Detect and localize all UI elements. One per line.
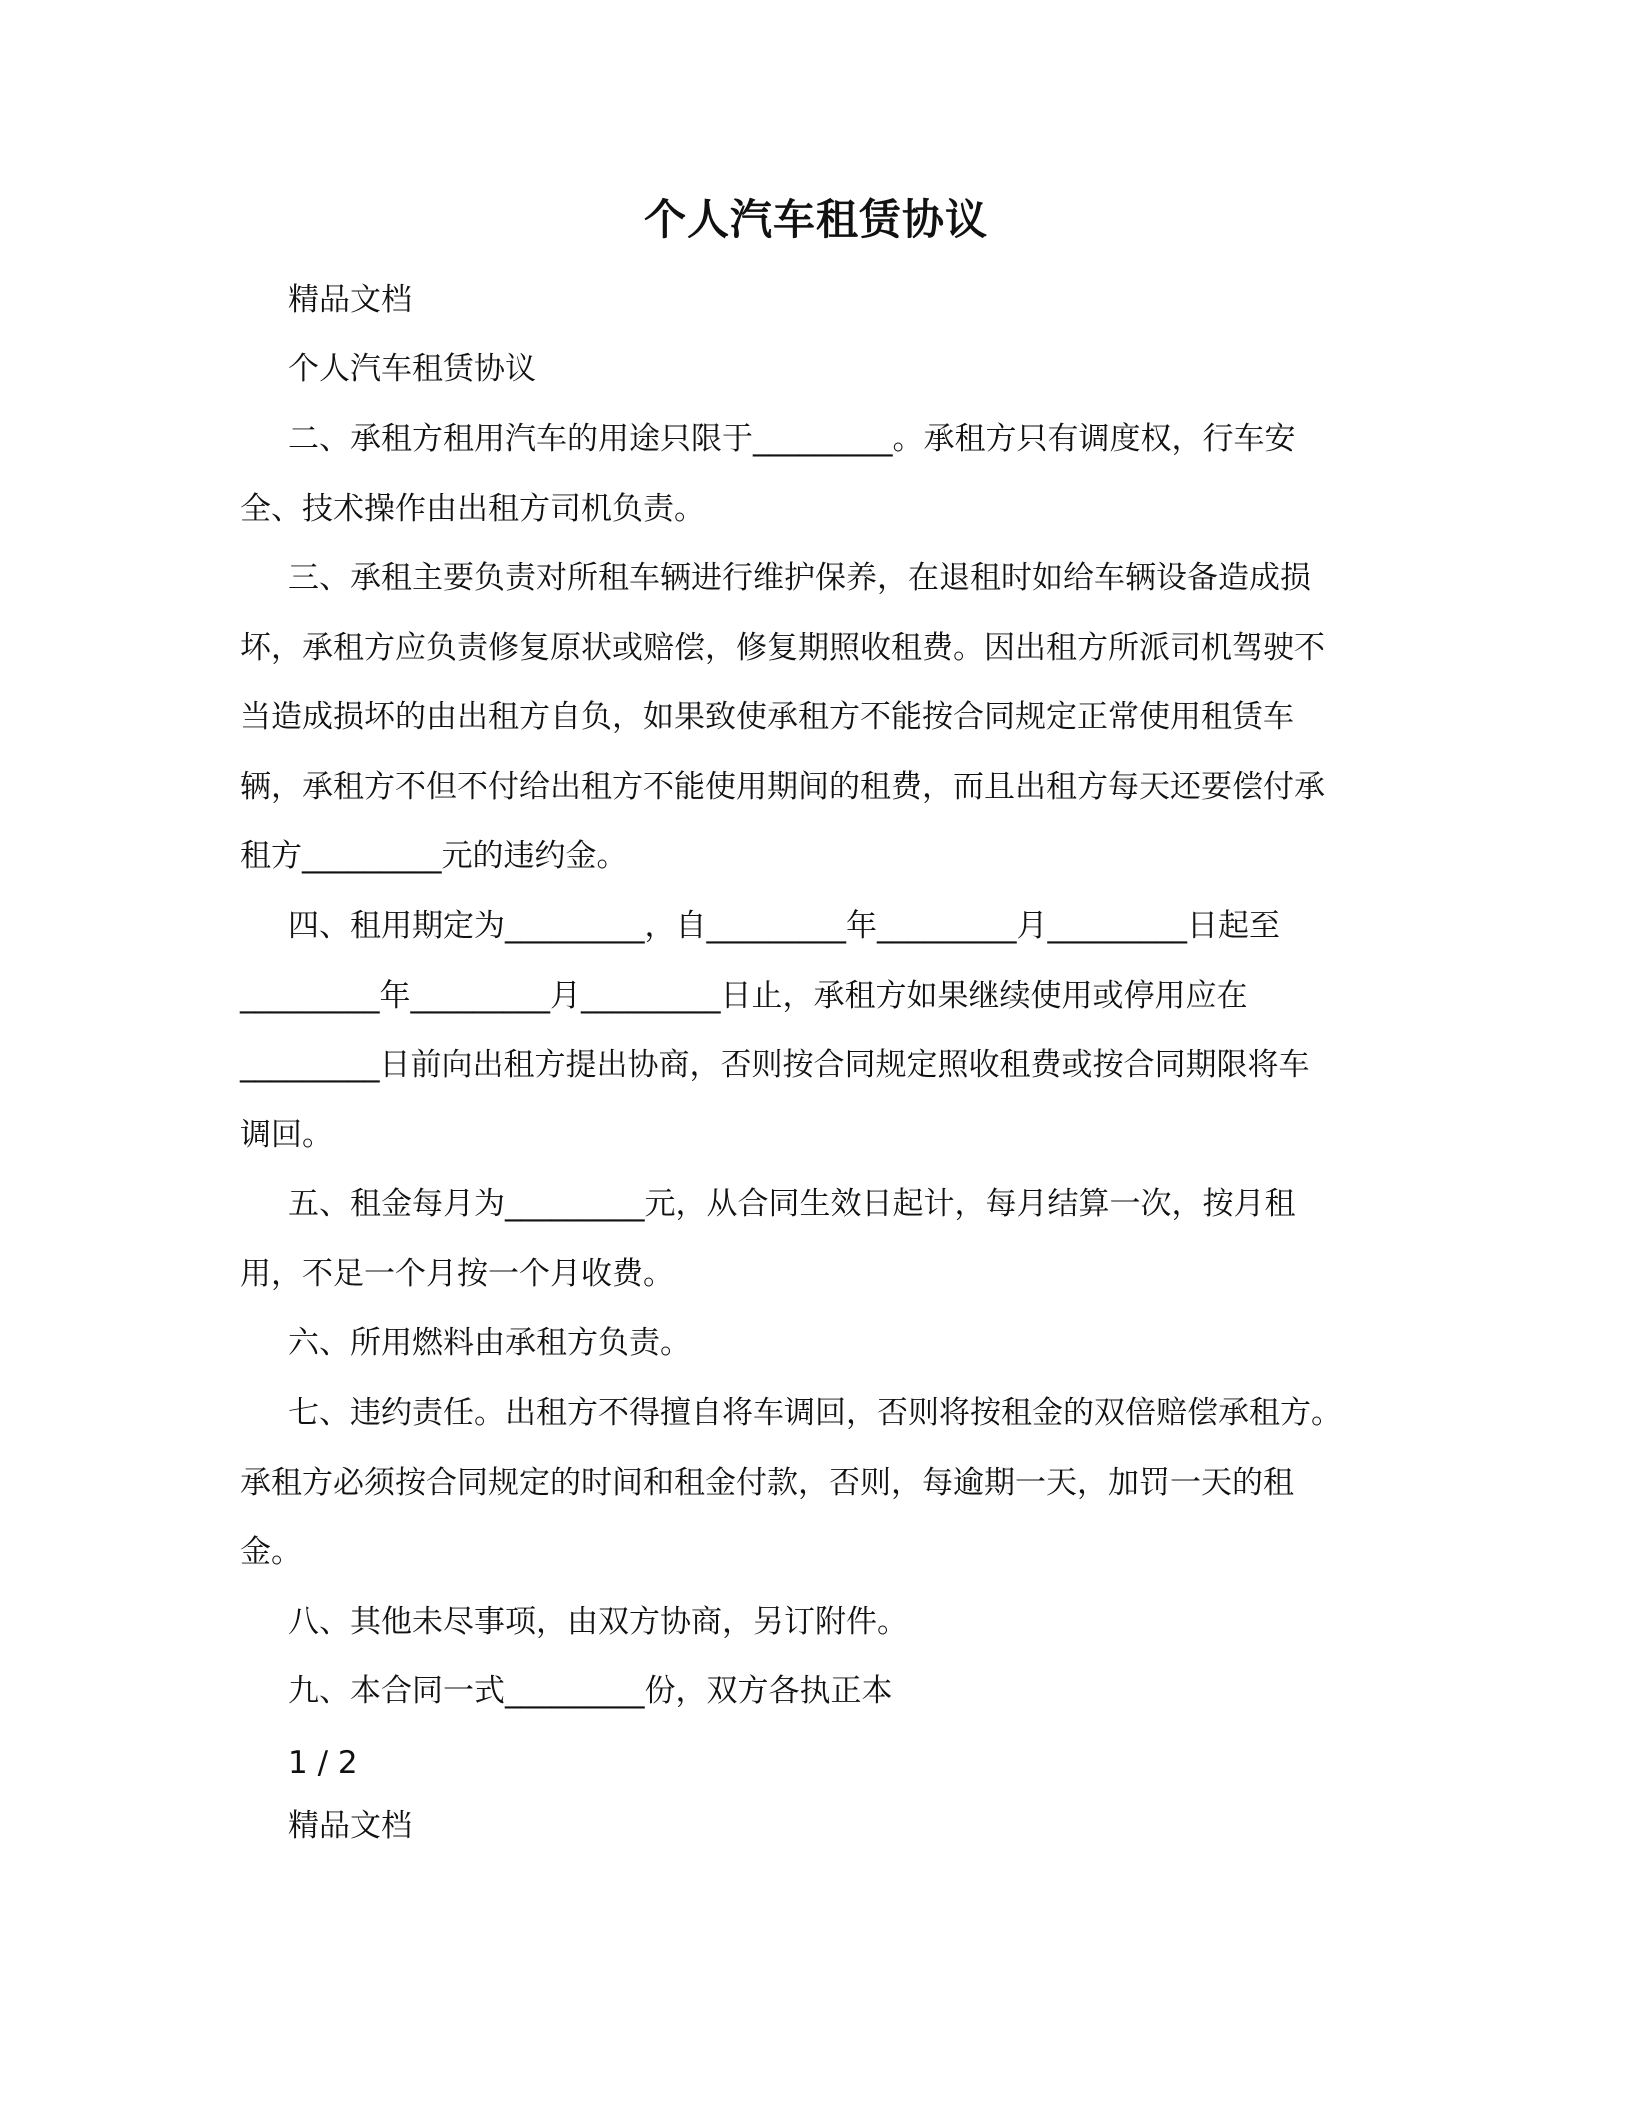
clause-8-line-1: 八、其他未尽事项，由双方协商，另订附件。 bbox=[288, 1604, 908, 1640]
page-number: 1 / 2 bbox=[288, 1745, 358, 1781]
clause-4-line-1: 四、租用期定为_________，自_________年_________月_________日起至 bbox=[288, 908, 1280, 944]
clause-3-line-3: 当造成损坏的由出租方自负，如果致使承租方不能按合同规定正常使用租赁车 bbox=[240, 699, 1294, 735]
clause-9-line-1: 九、本合同一式_________份，双方各执正本 bbox=[288, 1673, 893, 1709]
clause-6-line-1: 六、所用燃料由承租方负责。 bbox=[288, 1325, 691, 1361]
clause-4-line-3: _________日前向出租方提出协商，否则按合同规定照收租费或按合同期限将车 bbox=[240, 1047, 1310, 1083]
clause-7-line-2: 承租方必须按合同规定的时间和租金付款，否则，每逾期一天，加罚一天的租 bbox=[240, 1465, 1294, 1501]
clause-4-line-4: 调回。 bbox=[240, 1117, 333, 1153]
clause-4-line-2: _________年_________月_________日止，承租方如果继续使用或停用应在 bbox=[240, 978, 1248, 1014]
document-subtitle: 个人汽车租赁协议 bbox=[288, 351, 536, 387]
clause-3-line-5: 租方_________元的违约金。 bbox=[240, 838, 628, 874]
clause-7-line-1: 七、违约责任。出租方不得擅自将车调回，否则将按租金的双倍赔偿承租方。 bbox=[288, 1395, 1342, 1431]
clause-7-line-3: 金。 bbox=[240, 1534, 302, 1570]
clause-3-line-2: 坏，承租方应负责修复原状或赔偿，修复期照收租费。因出租方所派司机驾驶不 bbox=[240, 630, 1325, 666]
clause-5-line-1: 五、租金每月为_________元，从合同生效日起计，每月结算一次，按月租 bbox=[288, 1186, 1296, 1222]
clause-2-line-2: 全、技术操作由出租方司机负责。 bbox=[240, 491, 705, 527]
clause-2-line-1: 二、承租方租用汽车的用途只限于_________。承租方只有调度权，行车安 bbox=[288, 421, 1296, 457]
clause-5-line-2: 用，不足一个月按一个月收费。 bbox=[240, 1256, 674, 1292]
clause-3-line-4: 辆，承租方不但不付给出租方不能使用期间的租费，而且出租方每天还要偿付承 bbox=[240, 769, 1325, 805]
clause-3-line-1: 三、承租主要负责对所租车辆进行维护保养，在退租时如给车辆设备造成损 bbox=[288, 560, 1311, 596]
header-label-top: 精品文档 bbox=[288, 282, 412, 318]
header-label-bottom: 精品文档 bbox=[288, 1808, 412, 1844]
document-title: 个人汽车租赁协议 bbox=[643, 195, 988, 244]
